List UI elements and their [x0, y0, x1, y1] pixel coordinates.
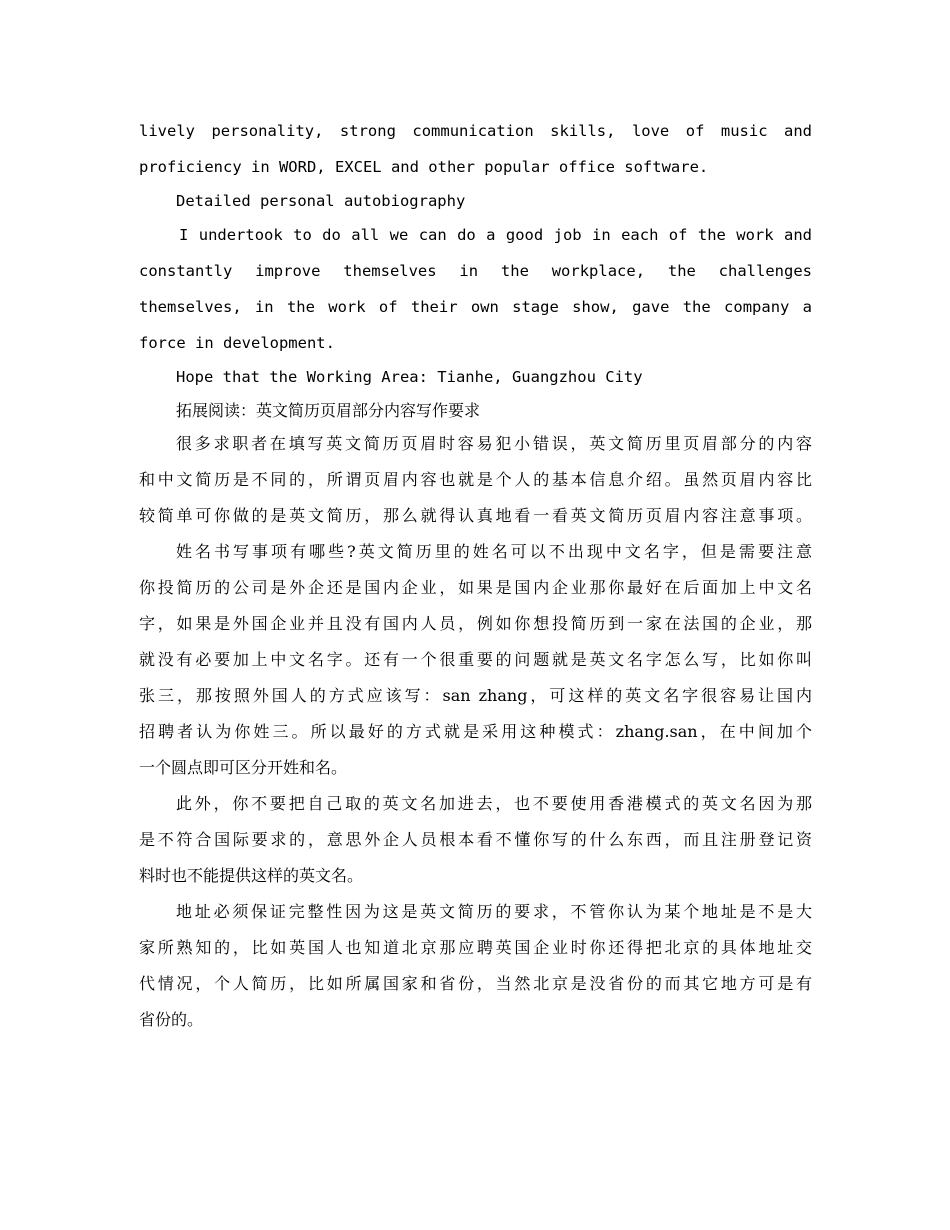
- text-line: 代情况，个人简历，比如所属国家和省份，当然北京是没省份的而其它地方可是有: [139, 974, 812, 993]
- text-line: I undertook to do all we can do a good job in each of the work and: [179, 226, 812, 244]
- text-line: constantly improve themselves in the workplace, the challenges: [139, 262, 812, 280]
- text-line: 省份的。: [139, 1010, 204, 1029]
- text-line: 招聘者认为你姓三。所以最好的方式就是采用这种模式：zhang.san，在中间加个: [139, 722, 812, 741]
- text-line: 较简单可你做的是英文简历，那么就得认真地看一看英文简历页眉内容注意事项。: [139, 506, 812, 525]
- text-line: 此外，你不要把自己取的英文名加进去，也不要使用香港模式的英文名因为那: [176, 794, 812, 813]
- text-line: 一个圆点即可区分开姓和名。: [139, 758, 348, 777]
- text-line: 是不符合国际要求的，意思外企人员根本看不懂你写的什么东西，而且注册登记资: [139, 830, 812, 849]
- text-line: 家所熟知的，比如英国人也知道北京那应聘英国企业时你还得把北京的具体地址交: [139, 938, 812, 957]
- section-heading: Detailed personal autobiography: [176, 192, 466, 210]
- text-line: force in development.: [139, 334, 335, 352]
- text-line: 你投简历的公司是外企还是国内企业，如果是国内企业那你最好在后面加上中文名: [139, 578, 812, 597]
- text-line: themselves, in the work of their own stage show, gave the company a: [139, 298, 812, 316]
- text-line: 张三，那按照外国人的方式应该写：san zhang，可这样的英文名字很容易让国内: [139, 686, 812, 705]
- text-line: 地址必须保证完整性因为这是英文简历的要求，不管你认为某个地址是不是大: [176, 902, 812, 921]
- extended-reading-title: 拓展阅读：英文简历页眉部分内容写作要求: [176, 401, 481, 420]
- text-line: Hope that the Working Area: Tianhe, Guangzhou City: [176, 368, 643, 386]
- text-line: 很多求职者在填写英文简历页眉时容易犯小错误，英文简历里页眉部分的内容: [176, 434, 812, 453]
- text-line: 姓名书写事项有哪些?英文简历里的姓名可以不出现中文名字，但是需要注意: [176, 542, 812, 561]
- text-line: lively personality, strong communication skills, love of music and: [139, 122, 812, 140]
- text-line: proficiency in WORD, EXCEL and other popular office software.: [139, 158, 709, 176]
- text-line: 和中文简历是不同的，所谓页眉内容也就是个人的基本信息介绍。虽然页眉内容比: [139, 470, 812, 489]
- text-line: 就没有必要加上中文名字。还有一个很重要的问题就是英文名字怎么写，比如你叫: [139, 650, 812, 669]
- text-line: 字，如果是外国企业并且没有国内人员，例如你想投简历到一家在法国的企业，那: [139, 614, 812, 633]
- text-line: 料时也不能提供这样的英文名。: [139, 866, 364, 885]
